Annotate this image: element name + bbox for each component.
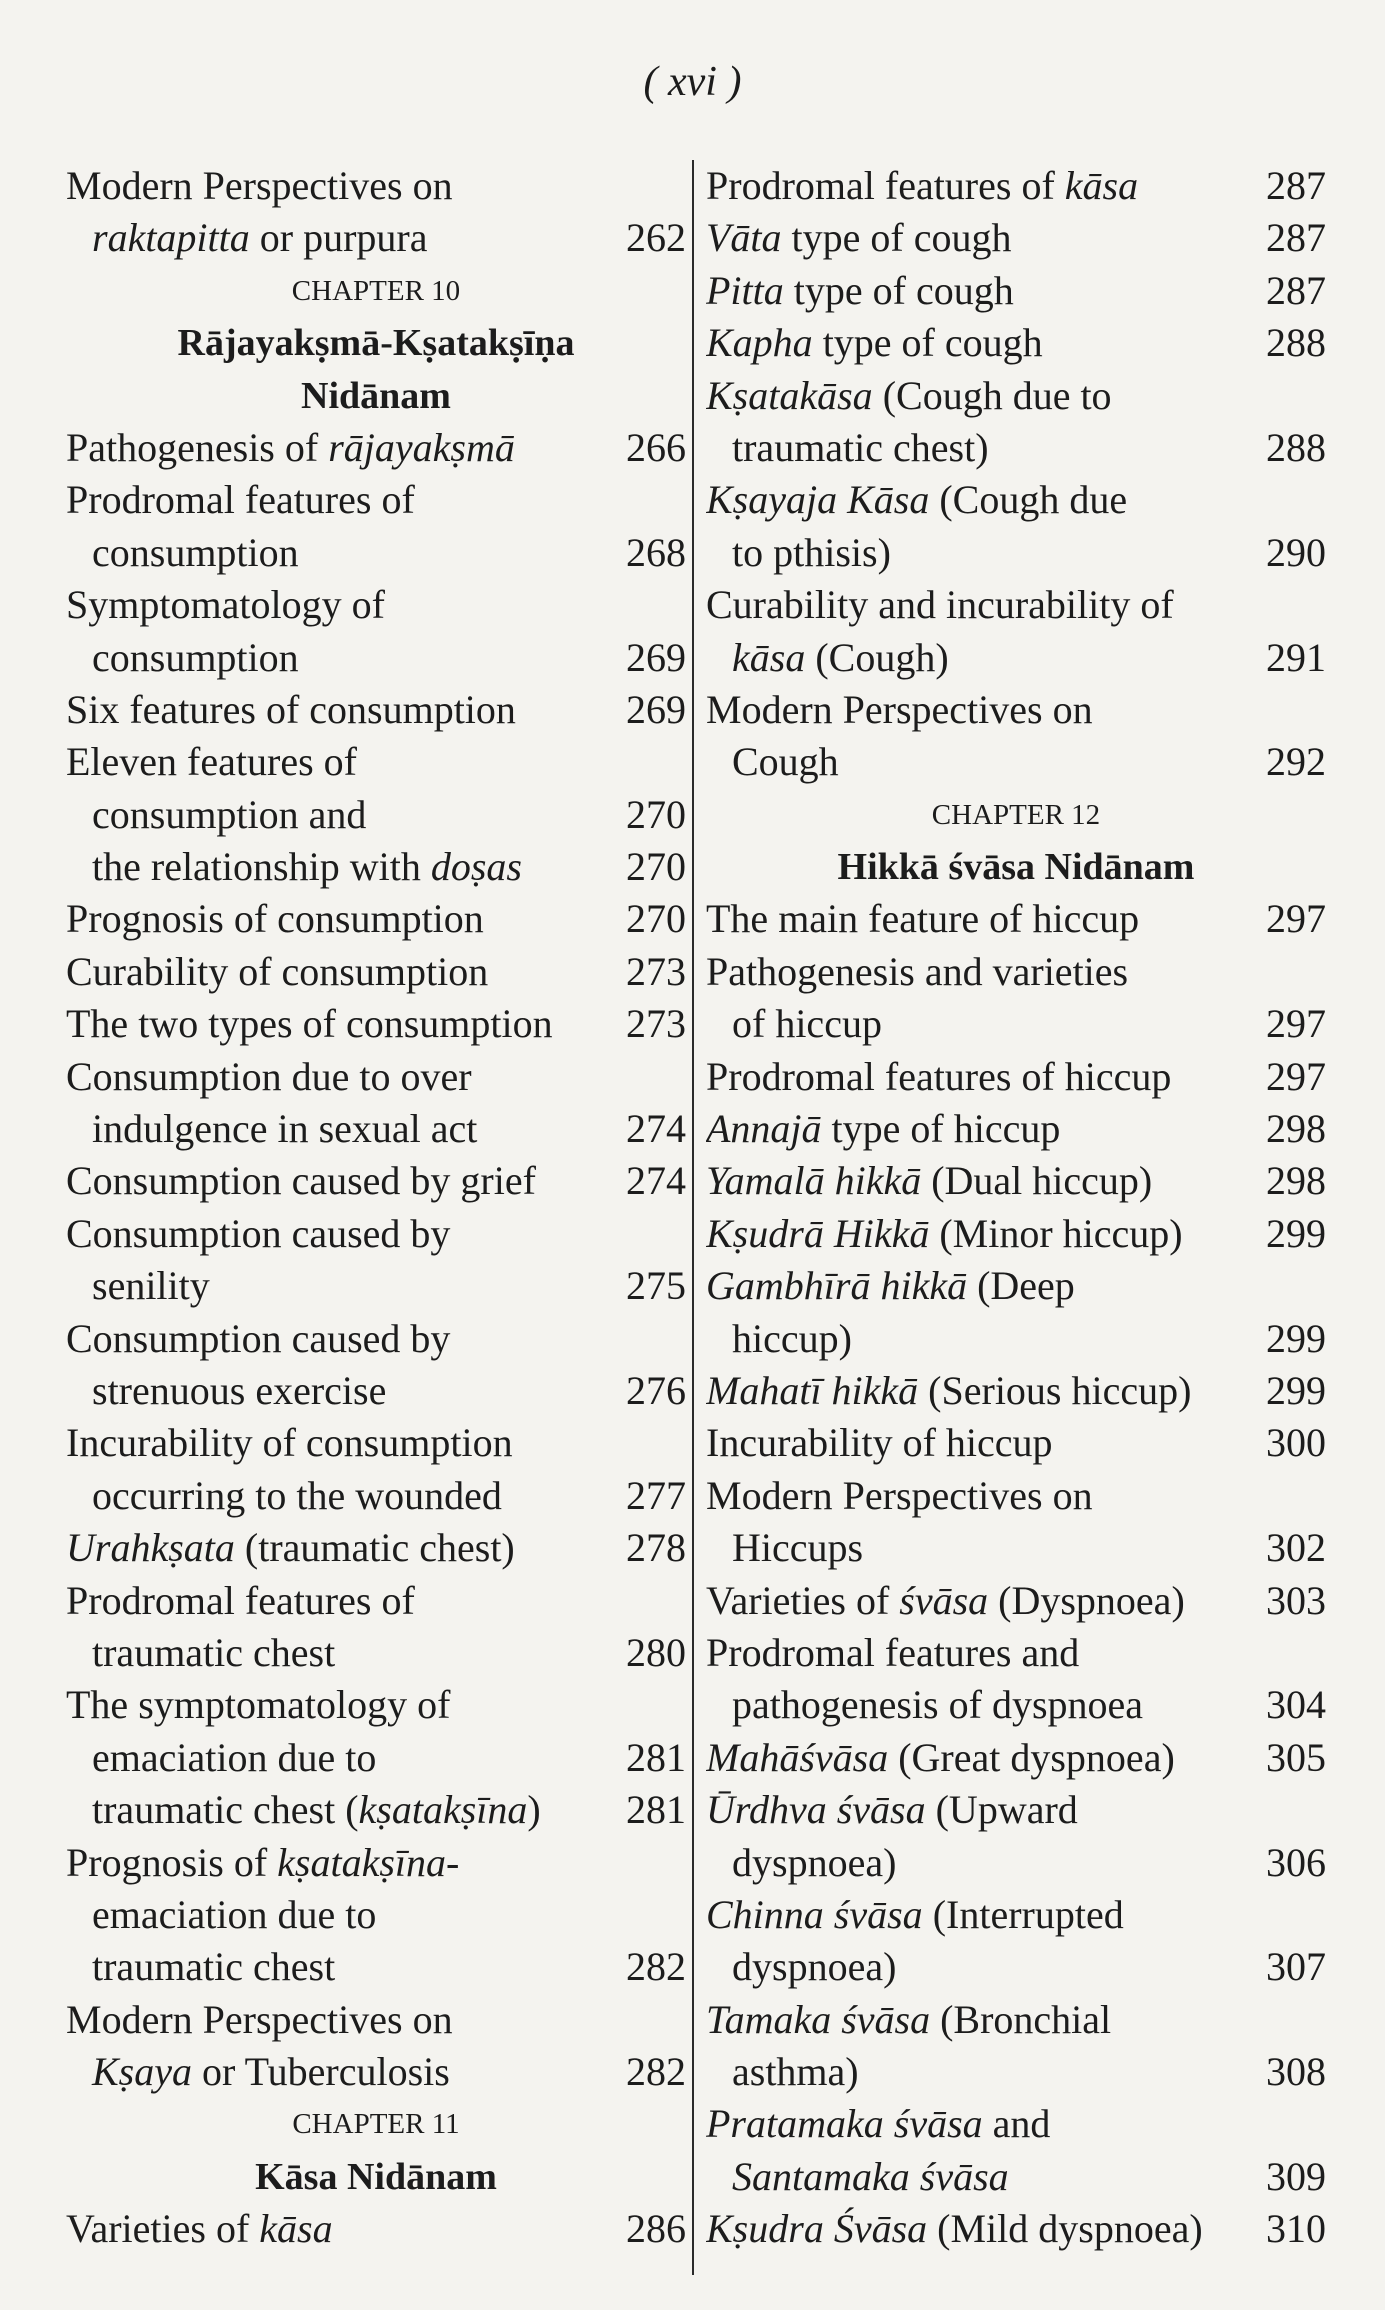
entry-text: Prodromal features of hiccup <box>706 1053 1172 1099</box>
page-ref: 286 <box>626 2206 686 2252</box>
entry-text: Kṣudra Śvāsa (Mild dyspnoea) <box>706 2206 1203 2252</box>
page-ref: 273 <box>626 1001 686 1047</box>
toc-entry-continuation <box>66 1470 686 1522</box>
entry-text: Consumption caused by <box>66 1210 451 1256</box>
toc-entry <box>706 1051 1326 1103</box>
toc-entry <box>706 212 1326 264</box>
entry-text: consumption <box>92 634 299 680</box>
toc-entry <box>706 265 1326 317</box>
entry-text: occurring to the wounded <box>92 1472 502 1518</box>
page-ref: 299 <box>1266 1315 1326 1361</box>
entry-text: Consumption caused by grief <box>66 1158 536 1204</box>
entry-text: The main feature of hiccup <box>706 896 1140 942</box>
toc-entry <box>66 422 686 474</box>
toc-entry <box>66 1994 686 2046</box>
entry-text: Mahatī hikkā (Serious hiccup) <box>706 1367 1192 1413</box>
page-ref: 273 <box>626 948 686 994</box>
toc-entry <box>706 1155 1326 1207</box>
toc-entry <box>706 893 1326 945</box>
toc-entry-continuation <box>706 2151 1326 2203</box>
toc-entry <box>706 1784 1326 1836</box>
entry-text: Gambhīrā hikkā (Deep <box>706 1263 1075 1309</box>
toc-entry-continuation <box>706 2046 1326 2098</box>
entry-text: consumption <box>92 529 299 575</box>
toc-entry <box>66 684 686 736</box>
entry-text: Pitta type of cough <box>706 267 1014 313</box>
toc-entry-continuation <box>706 1941 1326 1993</box>
toc-entry <box>706 1365 1326 1417</box>
entry-text: Consumption caused by <box>66 1315 451 1361</box>
toc-entry <box>706 1994 1326 2046</box>
toc-entry <box>66 893 686 945</box>
entry-text: Annajā type of hiccup <box>706 1106 1061 1152</box>
page-ref: 307 <box>1266 1944 1326 1990</box>
page-ref: 303 <box>1266 1577 1326 1623</box>
page-ref: 299 <box>1266 1210 1326 1256</box>
toc-entry-continuation <box>66 841 686 893</box>
entry-text: kāsa (Cough) <box>732 634 949 680</box>
toc-entry <box>706 2098 1326 2150</box>
toc-entry-continuation <box>706 632 1326 684</box>
entry-text: senility <box>92 1263 210 1309</box>
toc-entry <box>66 1417 686 1469</box>
entry-text: emaciation due to <box>92 1891 377 1937</box>
entry-text: Modern Perspectives on <box>706 1472 1093 1518</box>
toc-entry <box>706 1260 1326 1312</box>
chapter-title: Rājayakṣmā-Kṣatakṣīṇa <box>177 322 575 365</box>
page-ref: 308 <box>1266 2049 1326 2095</box>
page-ref: 268 <box>626 529 686 575</box>
page-ref: 288 <box>1266 320 1326 366</box>
entry-text: Incurability of hiccup <box>706 1420 1053 1466</box>
entry-text: strenuous exercise <box>92 1367 387 1413</box>
chapter-label: CHAPTER 12 <box>931 798 1101 831</box>
entry-text: traumatic chest (kṣatakṣīna) <box>92 1787 541 1833</box>
toc-entry <box>66 1208 686 1260</box>
entry-text: to pthisis) <box>732 529 891 575</box>
page-ref: 287 <box>1266 215 1326 261</box>
entry-text: traumatic chest) <box>732 424 989 470</box>
toc-entry <box>706 1889 1326 1941</box>
toc-entry-continuation <box>66 789 686 841</box>
toc-entry <box>66 160 686 212</box>
chapter-label: CHAPTER 10 <box>291 274 461 307</box>
entry-text: Curability and incurability of <box>706 582 1174 628</box>
toc-entry-continuation <box>66 1889 686 1941</box>
page-ref: 302 <box>1266 1525 1326 1571</box>
entry-text: traumatic chest <box>92 1944 336 1990</box>
toc-entry-continuation <box>66 1941 686 1993</box>
entry-text: Eleven features of <box>66 739 357 785</box>
entry-text: Prodromal features of <box>66 1577 415 1623</box>
entry-text: Curability of consumption <box>66 948 489 994</box>
toc-entry <box>66 946 686 998</box>
toc-entry-continuation <box>66 1627 686 1679</box>
page-ref: 270 <box>626 844 686 890</box>
entry-text: Modern Perspectives on <box>66 1996 453 2042</box>
entry-text: Modern Perspectives on <box>66 163 453 208</box>
page-ref: 280 <box>626 1629 686 1675</box>
toc-entry <box>66 1313 686 1365</box>
entry-text: Cough <box>732 739 839 785</box>
page-ref: 300 <box>1266 1420 1326 1466</box>
toc-entry-continuation <box>706 1837 1326 1889</box>
toc-entry <box>706 1208 1326 1260</box>
toc-entry <box>706 1417 1326 1469</box>
page-ref: 276 <box>626 1367 686 1413</box>
page-ref: 274 <box>626 1158 686 1204</box>
page-ref: 266 <box>626 424 686 470</box>
page-ref: 282 <box>626 2049 686 2095</box>
entry-text: Pathogenesis of rājayakṣmā <box>66 424 515 470</box>
page-ref: 270 <box>626 896 686 942</box>
toc-entry <box>706 1575 1326 1627</box>
entry-text: Vāta type of cough <box>706 215 1012 261</box>
entry-text: Kṣatakāsa (Cough due to <box>706 372 1112 418</box>
entry-text: Six features of consumption <box>66 686 516 732</box>
chapter-title: Kāsa Nidānam <box>255 2155 497 2198</box>
entry-text: Consumption due to over <box>66 1053 472 1099</box>
toc-entry <box>66 2203 686 2255</box>
toc-entry-continuation <box>66 1784 686 1836</box>
entry-text: consumption and <box>92 791 367 837</box>
toc-entry-continuation <box>706 1679 1326 1731</box>
entry-text: Prognosis of consumption <box>66 896 484 942</box>
toc-entry-continuation <box>66 1732 686 1784</box>
toc-entry-continuation <box>66 1103 686 1155</box>
toc-entry-continuation <box>706 1522 1326 1574</box>
page-ref: 262 <box>626 215 686 261</box>
entry-text: Varieties of śvāsa (Dyspnoea) <box>706 1577 1185 1623</box>
page-ref: 269 <box>626 686 686 732</box>
entry-text: asthma) <box>732 2049 859 2095</box>
entry-text: indulgence in sexual act <box>92 1106 478 1152</box>
toc-right-column <box>706 160 1326 2280</box>
page-ref: 292 <box>1266 739 1326 785</box>
entry-text: Mahāśvāsa (Great dyspnoea) <box>706 1734 1175 1780</box>
entry-text: Symptomatology of <box>66 582 385 628</box>
toc-entry-continuation <box>66 632 686 684</box>
page-ref: 298 <box>1266 1106 1326 1152</box>
toc-entry <box>706 474 1326 526</box>
page-ref: 305 <box>1266 1734 1326 1780</box>
toc-entry <box>66 736 686 788</box>
page-ref: 282 <box>626 1944 686 1990</box>
toc-entry-continuation <box>66 2046 686 2098</box>
entry-text: of hiccup <box>732 1001 882 1047</box>
toc-entry-continuation <box>706 1313 1326 1365</box>
entry-text: The two types of consumption <box>66 1001 553 1047</box>
toc-entry <box>66 1155 686 1207</box>
toc-entry <box>706 1103 1326 1155</box>
entry-text: Ūrdhva śvāsa (Upward <box>706 1787 1078 1833</box>
entry-text: Tamaka śvāsa (Bronchial <box>706 1996 1112 2042</box>
toc-entry <box>706 370 1326 422</box>
toc-entry-continuation <box>706 422 1326 474</box>
page-ref: 281 <box>626 1787 686 1833</box>
page-ref: 270 <box>626 791 686 837</box>
page-ref: 309 <box>1266 2153 1326 2199</box>
page-number: ( xvi ) <box>643 59 742 105</box>
entry-text: Urahkṣata (traumatic chest) <box>66 1525 515 1571</box>
toc-entry <box>706 317 1326 369</box>
page-ref: 275 <box>626 1263 686 1309</box>
page-ref: 277 <box>626 1472 686 1518</box>
toc-entry <box>706 1627 1326 1679</box>
toc-entry <box>66 579 686 631</box>
entry-text: pathogenesis of dyspnoea <box>732 1682 1144 1728</box>
toc-entry-continuation <box>706 527 1326 579</box>
page-ref: 274 <box>626 1106 686 1152</box>
toc-entry <box>706 684 1326 736</box>
toc-entry <box>66 1051 686 1103</box>
page-ref: 290 <box>1266 529 1326 575</box>
entry-text: Santamaka śvāsa <box>732 2153 1009 2199</box>
toc-entry-continuation <box>66 1260 686 1312</box>
toc-entry <box>66 1522 686 1574</box>
entry-text: Pathogenesis and varieties <box>706 948 1129 994</box>
page-ref: 297 <box>1266 1001 1326 1047</box>
chapter-label: CHAPTER 11 <box>292 2108 460 2141</box>
toc-entry <box>706 2203 1326 2255</box>
page-ref: 297 <box>1266 896 1326 942</box>
page-ref: 306 <box>1266 1839 1326 1885</box>
page-ref: 278 <box>626 1525 686 1571</box>
column-divider <box>692 160 694 2275</box>
toc-entry <box>706 579 1326 631</box>
toc-entry-continuation <box>66 1365 686 1417</box>
entry-text: dyspnoea) <box>732 1839 897 1885</box>
entry-text: Varieties of kāsa <box>66 2206 333 2252</box>
toc-entry-continuation <box>66 527 686 579</box>
page-ref: 288 <box>1266 424 1326 470</box>
entry-text: Kapha type of cough <box>706 320 1043 366</box>
entry-text: raktapitta or purpura <box>92 215 428 261</box>
toc-entry <box>66 1679 686 1731</box>
toc-entry-continuation <box>706 736 1326 788</box>
page-ref: 299 <box>1266 1367 1326 1413</box>
entry-text: Hiccups <box>732 1525 864 1571</box>
entry-text: Modern Perspectives on <box>706 686 1093 732</box>
entry-text: Chinna śvāsa (Interrupted <box>706 1891 1124 1937</box>
toc-entry <box>706 946 1326 998</box>
toc-entry <box>66 474 686 526</box>
entry-text: Kṣaya or Tuberculosis <box>92 2049 450 2095</box>
chapter-title: Nidānam <box>301 374 451 417</box>
entry-text: the relationship with doṣas <box>92 844 522 890</box>
page-ref: 304 <box>1266 1682 1326 1728</box>
page-ref: 287 <box>1266 267 1326 313</box>
page-ref: 281 <box>626 1734 686 1780</box>
toc-entry <box>706 1732 1326 1784</box>
entry-text: Yamalā hikkā (Dual hiccup) <box>706 1158 1153 1204</box>
entry-text: dyspnoea) <box>732 1944 897 1990</box>
entry-text: Prognosis of kṣatakṣīna- <box>66 1839 460 1885</box>
toc-entry <box>706 1470 1326 1522</box>
entry-text: Prodromal features of <box>66 477 415 523</box>
toc-entry-continuation <box>706 998 1326 1050</box>
entry-text: Kṣayaja Kāsa (Cough due <box>706 477 1128 523</box>
toc-entry <box>66 998 686 1050</box>
page-ref: 291 <box>1266 634 1326 680</box>
page-ref: 269 <box>626 634 686 680</box>
entry-text: hiccup) <box>732 1315 852 1361</box>
page-ref: 298 <box>1266 1158 1326 1204</box>
entry-text: Prodromal features and <box>706 1629 1080 1675</box>
page-ref: 287 <box>1266 163 1326 208</box>
toc-entry <box>66 1575 686 1627</box>
entry-text: traumatic chest <box>92 1629 336 1675</box>
entry-text: Incurability of consumption <box>66 1420 513 1466</box>
entry-text: The symptomatology of <box>66 1682 451 1728</box>
entry-text: emaciation due to <box>92 1734 377 1780</box>
toc-entry-continuation <box>66 212 686 264</box>
toc-left-column <box>66 160 686 2280</box>
toc-entry <box>66 1837 686 1889</box>
toc-entry <box>706 160 1326 212</box>
entry-text: Pratamaka śvāsa and <box>706 2101 1051 2147</box>
entry-text: Prodromal features of kāsa <box>706 163 1139 208</box>
page-ref: 310 <box>1266 2206 1326 2252</box>
chapter-title: Hikkā śvāsa Nidānam <box>837 846 1195 889</box>
page-ref: 297 <box>1266 1053 1326 1099</box>
entry-text: Kṣudrā Hikkā (Minor hiccup) <box>706 1210 1183 1256</box>
